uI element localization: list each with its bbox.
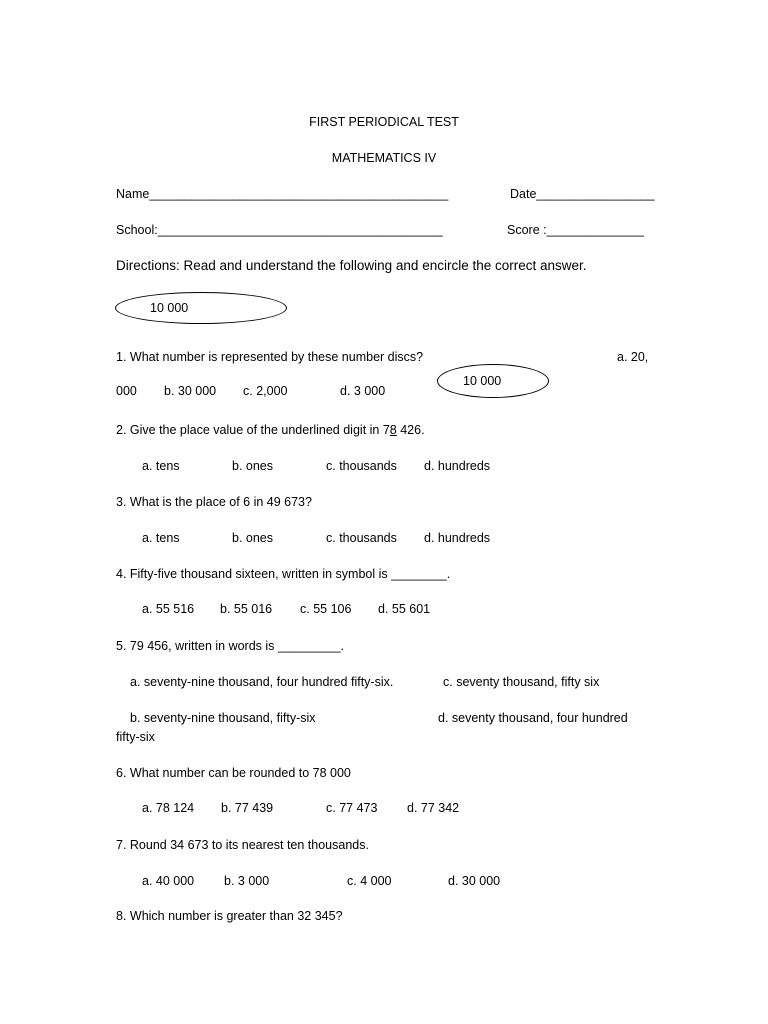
number-disc bbox=[115, 292, 287, 324]
q2-underlined-digit: 8 bbox=[389, 423, 397, 437]
q1-option-a: a. 20, bbox=[617, 350, 649, 364]
q7-option-c: c. 4 000 bbox=[347, 874, 392, 888]
q6-option-b: b. 77 439 bbox=[221, 801, 274, 815]
name-field: Name___________________________________________ bbox=[116, 187, 449, 201]
question-4: 4. Fifty-five thousand sixteen, written in symbol is ________. bbox=[116, 567, 451, 581]
question-7: 7. Round 34 673 to its nearest ten thousands. bbox=[116, 838, 369, 852]
q3-option-d: d. hundreds bbox=[424, 531, 491, 545]
date-field: Date_________________ bbox=[510, 187, 655, 201]
question-2 bbox=[116, 422, 425, 438]
question-8: 8. Which number is greater than 32 345? bbox=[116, 909, 343, 923]
q1-option-a-cont: 000 bbox=[116, 384, 137, 398]
q3-option-b: b. ones bbox=[232, 531, 274, 545]
subject-title: MATHEMATICS IV bbox=[331, 151, 437, 165]
q5-option-d: d. seventy thousand, four hundred bbox=[438, 711, 628, 725]
q2-option-c: c. thousands bbox=[326, 459, 397, 473]
number-disc-label: 10 000 bbox=[150, 301, 189, 315]
number-disc bbox=[437, 364, 549, 398]
q4-option-b: b. 55 016 bbox=[220, 602, 273, 616]
question-1: 1. What number is represented by these number discs? bbox=[116, 350, 424, 364]
school-field: School:_________________________________________ bbox=[116, 223, 443, 237]
q5-option-d-cont: fifty-six bbox=[116, 730, 155, 744]
q6-option-c: c. 77 473 bbox=[326, 801, 378, 815]
q6-option-d: d. 77 342 bbox=[407, 801, 460, 815]
q6-option-a: a. 78 124 bbox=[142, 801, 195, 815]
q2-text-pre: 2. Give the place value of the underlined digit in 7 bbox=[116, 423, 390, 437]
q2-option-a: a. tens bbox=[142, 459, 180, 473]
q7-option-d: d. 30 000 bbox=[448, 874, 501, 888]
q2-text-post: 426. bbox=[396, 423, 425, 437]
question-5: 5. 79 456, written in words is _________. bbox=[116, 639, 344, 653]
q5-option-c: c. seventy thousand, fifty six bbox=[443, 675, 600, 689]
q3-option-a: a. tens bbox=[142, 531, 180, 545]
q5-option-b: b. seventy-nine thousand, fifty-six bbox=[130, 711, 316, 725]
q1-option-b: b. 30 000 bbox=[164, 384, 217, 398]
q1-option-d: d. 3 000 bbox=[340, 384, 386, 398]
question-3: 3. What is the place of 6 in 49 673? bbox=[116, 495, 312, 509]
q2-option-d: d. hundreds bbox=[424, 459, 491, 473]
score-field: Score :______________ bbox=[507, 223, 644, 237]
q7-option-a: a. 40 000 bbox=[142, 874, 195, 888]
q4-option-c: c. 55 106 bbox=[300, 602, 352, 616]
directions: Directions: Read and understand the following and encircle the correct answer. bbox=[116, 258, 587, 273]
q3-option-c: c. thousands bbox=[326, 531, 397, 545]
question-6: 6. What number can be rounded to 78 000 bbox=[116, 766, 351, 780]
q4-option-d: d. 55 601 bbox=[378, 602, 431, 616]
q5-option-a: a. seventy-nine thousand, four hundred fifty-six. bbox=[130, 675, 394, 689]
test-title: FIRST PERIODICAL TEST bbox=[309, 115, 459, 129]
q2-option-b: b. ones bbox=[232, 459, 274, 473]
q4-option-a: a. 55 516 bbox=[142, 602, 195, 616]
q7-option-b: b. 3 000 bbox=[224, 874, 270, 888]
number-disc-label: 10 000 bbox=[463, 374, 502, 388]
q1-option-c: c. 2,000 bbox=[243, 384, 288, 398]
